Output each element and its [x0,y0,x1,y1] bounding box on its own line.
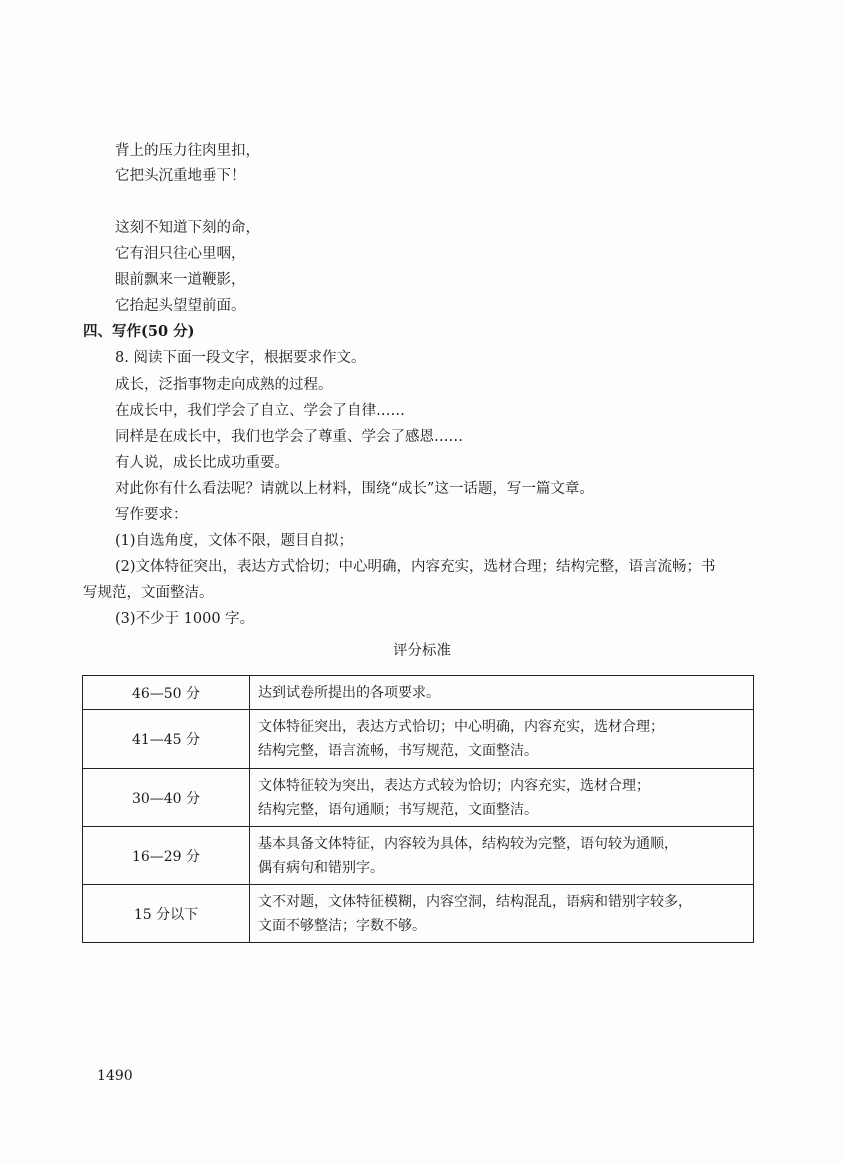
score-description [250,769,754,827]
table-row [83,710,754,769]
table-row [83,885,754,943]
poem-line: 眼前飘来一道鞭影， [115,272,246,288]
description-line: 结构完整，语言流畅，书写规范，文面整洁。 [258,743,538,759]
section-heading: 四、写作(50 分) [83,323,195,340]
requirement-3: (3)不少于 1000 字。 [115,611,255,627]
prompt-line: 有人说，成长比成功重要。 [115,455,289,471]
description-line: 文不对题，文体特征模糊，内容空洞，结构混乱，语病和错别字较多， [258,893,692,910]
prompt-line: 同样是在成长中，我们也学会了尊重、学会了感恩…… [115,429,463,445]
score-range: 30—40 分 [83,769,250,827]
score-description [250,710,754,769]
page-number: 1490 [97,1068,133,1084]
table-row [83,769,754,827]
score-description [250,885,754,943]
description-line: 偶有病句和错别字。 [258,859,384,876]
table-row [83,676,754,710]
rubric-title: 评分标准 [393,643,451,659]
table-row [83,827,754,885]
description-line: 基本具备文体特征，内容较为具体，结构较为完整，语句较为通顺， [258,835,678,852]
description-line: 文体特征较为突出，表达方式较为恰切；内容充实，选材合理； [258,777,650,794]
requirements-label: 写作要求： [115,507,188,523]
score-range: 41—45 分 [83,710,250,769]
requirement-1: (1)自选角度，文体不限，题目自拟； [115,533,354,549]
poem-line: 它把头沉重地垂下！ [115,168,246,184]
question-text: 8. 阅读下面一段文字，根据要求作文。 [115,350,366,366]
prompt-line: 成长，泛指事物走向成熟的过程。 [115,377,333,393]
scoring-table [82,675,754,943]
requirement-2-wrap: 写规范，文面整洁。 [83,585,214,601]
poem-line: 它抬起头望望前面。 [115,298,246,314]
poem-line: 背上的压力往肉里扣， [115,143,260,159]
poem-line: 这刻不知道下刻的命， [115,220,260,236]
score-range: 15 分以下 [83,885,250,943]
poem-line: 它有泪只往心里咽， [115,246,246,262]
description-line: 文体特征突出，表达方式恰切；中心明确，内容充实，选材合理； [258,719,664,735]
score-range: 16—29 分 [83,827,250,885]
prompt-line: 在成长中，我们学会了自立、学会了自律…… [115,403,405,419]
description-line: 结构完整，语句通顺；书写规范，文面整洁。 [258,801,538,818]
score-range: 46—50 分 [83,676,250,710]
requirement-2: (2)文体特征突出，表达方式恰切；中心明确，内容充实，选材合理；结构完整，语言流畅；书 [115,559,716,575]
score-description [250,676,754,710]
description-line: 达到试卷所提出的各项要求。 [258,684,440,701]
prompt-line: 对此你有什么看法呢？请就以上材料，围绕“成长”这一话题，写一篇文章。 [115,481,594,497]
description-line: 文面不够整洁；字数不够。 [258,917,426,934]
score-description [250,827,754,885]
